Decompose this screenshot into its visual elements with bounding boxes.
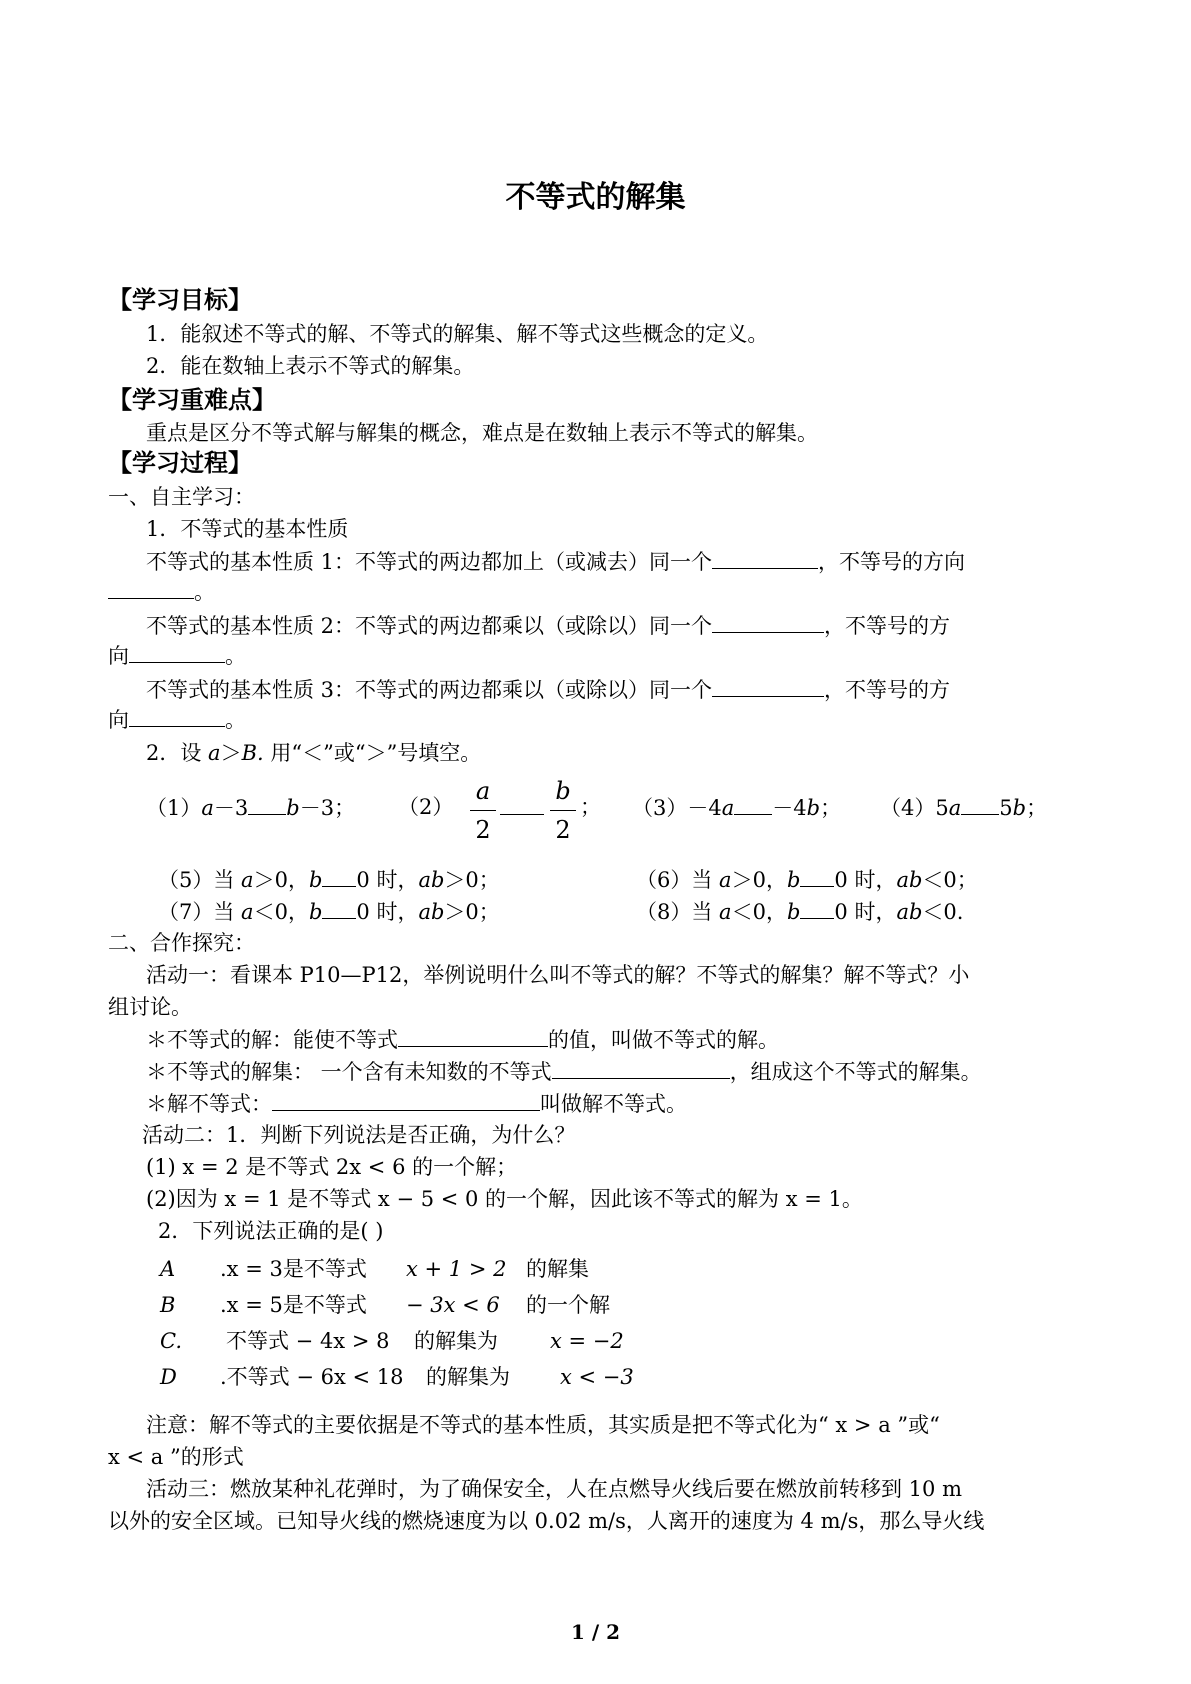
var-a: a [208, 741, 221, 765]
var: a [241, 868, 254, 892]
punctuation: 。 [225, 708, 246, 732]
var: b [286, 796, 300, 820]
text: ； [820, 796, 842, 820]
page-number: 1 / 2 [570, 1620, 621, 1644]
fraction-a-over-2 [470, 776, 496, 845]
judge-1: (1) x = 2 是不等式 2x < 6 的一个解； [146, 1155, 518, 1179]
option-a-tail: 的解集 [526, 1257, 589, 1281]
text: 叫做解不等式。 [540, 1092, 687, 1116]
text: －4 [772, 796, 807, 820]
subsection-1: 1．不等式的基本性质 [146, 517, 349, 541]
numerator: b [555, 777, 571, 805]
blank [712, 676, 824, 697]
text: ＜0； [922, 868, 978, 892]
var: a [948, 796, 962, 820]
property-3-tail: ，不等号的方 [824, 678, 951, 702]
blank [500, 794, 544, 815]
note-line-2: x < a ”的形式 [108, 1445, 244, 1469]
label: （8）当 [636, 900, 720, 924]
var: a [719, 868, 732, 892]
activity-1-line-1: 活动一：看课本 P10—P12，举例说明什么叫不等式的解？不等式的解集？解不等式？小 [146, 963, 970, 987]
var: a [719, 900, 732, 924]
text: ＞0； [444, 868, 500, 892]
text: 用“＜”或“＞”号填空。 [263, 741, 482, 765]
property-1-tail: ，不等号的方向 [818, 550, 966, 574]
property-3-text: 不等式的基本性质 3：不等式的两边都乘以（或除以）同一个 [146, 678, 713, 702]
blank [712, 548, 818, 569]
option-b-text: .x = 5是不等式 [220, 1293, 367, 1317]
label: （3）－4 [632, 796, 722, 820]
text: ； [1026, 796, 1048, 820]
property-1-line-2 [108, 578, 215, 605]
activity-2: 活动二：1．判断下列说法是否正确，为什么？ [142, 1123, 576, 1147]
blank [800, 898, 834, 919]
note-line-1: 注意：解不等式的主要依据是不等式的基本性质，其实质是把不等式化为“ x > a ”或“ [146, 1413, 940, 1437]
var: a [241, 900, 254, 924]
text: ＞0， [731, 868, 787, 892]
text: 0 时， [356, 868, 419, 892]
property-1-line [146, 548, 965, 575]
fill-4 [880, 794, 1047, 821]
definition-solution-set [146, 1058, 982, 1085]
blank [272, 1090, 540, 1111]
option-b-key: B [160, 1293, 176, 1317]
text: ＊解不等式： [146, 1092, 272, 1116]
definition-solution [146, 1026, 779, 1053]
label: （6）当 [636, 868, 720, 892]
text: 5 [999, 796, 1013, 820]
var: b [786, 900, 801, 924]
blank [248, 794, 286, 815]
var: a [721, 796, 735, 820]
blank [734, 794, 772, 815]
fill-7 [158, 898, 500, 925]
var: a [201, 796, 214, 820]
part-1-heading: 一、自主学习： [108, 485, 255, 509]
fill-8 [636, 898, 963, 925]
text: ＊不等式的解集： 一个含有未知数的不等式 [146, 1060, 552, 1084]
var: ab [896, 900, 923, 924]
var: ab [896, 868, 923, 892]
blank [712, 612, 824, 633]
blank [108, 578, 194, 599]
text: －3； [299, 796, 356, 820]
label: （7）当 [158, 900, 242, 924]
option-a-text: .x = 3是不等式 [220, 1257, 367, 1281]
heading-objectives: 【学习目标】 [108, 286, 252, 314]
text: 向 [108, 708, 129, 732]
property-2-tail: ，不等号的方 [824, 614, 951, 638]
denominator: 2 [555, 816, 571, 844]
text: ＞0； [444, 900, 500, 924]
activity-3-line-2: 以外的安全区域。已知导火线的燃烧速度为以 0.02 m/s，人离开的速度为 4 m/s，那么导火线 [108, 1509, 985, 1533]
fill-2-blank [500, 794, 544, 821]
fill-6 [636, 866, 978, 893]
blank [129, 642, 225, 663]
var: b [806, 796, 821, 820]
fraction-b-over-2 [550, 776, 576, 845]
fill-1 [146, 794, 355, 821]
option-d-mid: 的解集为 [426, 1365, 510, 1389]
text: 0 时， [356, 900, 419, 924]
objective-1: 1．能叙述不等式的解、不等式的解集、解不等式这些概念的定义。 [146, 322, 769, 346]
blank [129, 706, 225, 727]
text: ＊不等式的解：能使不等式 [146, 1028, 398, 1052]
option-d-key: D [160, 1365, 177, 1389]
text: 的值，叫做不等式的解。 [548, 1028, 779, 1052]
activity-1-line-2: 组讨论。 [108, 995, 192, 1019]
property-3-line [146, 676, 950, 703]
option-c-expr: x = −2 [550, 1329, 624, 1353]
option-d-expr: x < −3 [560, 1365, 634, 1389]
text: －3 [213, 796, 249, 820]
text: ，组成这个不等式的解集。 [729, 1060, 982, 1084]
blank [398, 1026, 548, 1047]
punctuation: 。 [225, 644, 246, 668]
text: ＞0， [253, 868, 309, 892]
option-c-mid: 的解集为 [414, 1329, 498, 1353]
text: ＜0. [922, 900, 964, 924]
option-b-tail: 的一个解 [526, 1293, 610, 1317]
property-2-text: 不等式的基本性质 2：不等式的两边都乘以（或除以）同一个 [146, 614, 713, 638]
var: b [1012, 796, 1027, 820]
heading-process: 【学习过程】 [108, 449, 252, 477]
var: b [786, 868, 801, 892]
fill-2-end: ； [580, 795, 601, 819]
document-title: 不等式的解集 [505, 180, 686, 215]
label: （5）当 [158, 868, 242, 892]
text: 向 [108, 644, 129, 668]
text: 0 时， [834, 868, 897, 892]
var: ab [418, 900, 445, 924]
property-3-line-2 [108, 706, 246, 733]
blank [552, 1058, 730, 1079]
blank [961, 794, 999, 815]
judge-2: (2)因为 x = 1 是不等式 x − 5 < 0 的一个解，因此该不等式的解为 x = 1。 [146, 1187, 863, 1211]
blank [322, 866, 356, 887]
var-b: B. [241, 741, 264, 765]
option-a-key: A [160, 1257, 176, 1281]
text: 0 时， [834, 900, 897, 924]
option-c-key: C. [160, 1329, 182, 1353]
property-2-line [146, 612, 950, 639]
option-d-text: .不等式 − 6x < 18 [220, 1365, 404, 1389]
option-b-expr: − 3x < 6 [406, 1293, 500, 1317]
question-2 [146, 740, 481, 766]
denominator: 2 [475, 816, 491, 844]
text: ＜0， [731, 900, 787, 924]
key-points-text: 重点是区分不等式解与解集的概念，难点是在数轴上表示不等式的解集。 [146, 421, 818, 445]
label: （1） [146, 796, 202, 820]
question-3: 2．下列说法正确的是( ) [158, 1219, 384, 1243]
label: （4）5 [880, 796, 949, 820]
definition-solving [146, 1090, 687, 1117]
property-1-text: 不等式的基本性质 1：不等式的两边都加上（或减去）同一个 [146, 550, 713, 574]
blank [322, 898, 356, 919]
fill-5 [158, 866, 500, 893]
option-c-text: 不等式 − 4x > 8 [226, 1329, 390, 1353]
heading-key-points: 【学习重难点】 [108, 386, 276, 414]
fill-3 [632, 794, 841, 821]
text: 2．设 [146, 741, 209, 765]
var: b [308, 868, 323, 892]
property-2-line-2 [108, 642, 246, 669]
text: ＞ [220, 741, 242, 765]
part-2-heading: 二、合作探究： [108, 931, 255, 955]
blank [800, 866, 834, 887]
var: b [308, 900, 323, 924]
activity-3-line-1: 活动三：燃放某种礼花弹时，为了确保安全，人在点燃导火线后要在燃放前转移到 10 m [146, 1477, 962, 1501]
punctuation: 。 [194, 580, 215, 604]
numerator: a [475, 777, 491, 805]
option-a-expr: x + 1 > 2 [406, 1257, 507, 1281]
text: ＜0， [253, 900, 309, 924]
var: ab [418, 868, 445, 892]
objective-2: 2．能在数轴上表示不等式的解集。 [146, 354, 475, 378]
fill-2-label: （2） [398, 795, 454, 819]
